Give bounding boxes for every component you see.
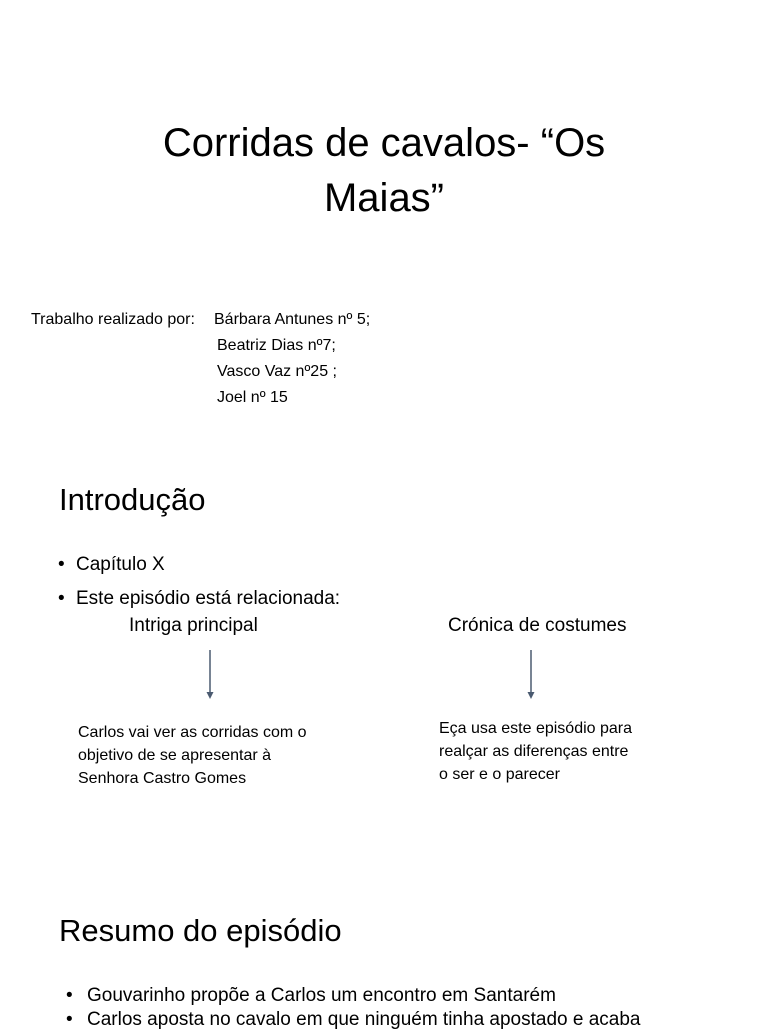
note-line: o ser e o parecer xyxy=(439,766,560,783)
arrow-down-icon xyxy=(527,650,535,700)
bullet-text: Gouvarinho propõe a Carlos um encontro em Santarém xyxy=(87,985,556,1006)
summary-slide xyxy=(0,880,768,1030)
intriga-note xyxy=(78,721,307,790)
bullet-text: Este episódio está relacionada: xyxy=(76,588,341,609)
note-line: realçar as diferenças entre xyxy=(439,743,629,760)
bullet-icon: • xyxy=(66,1009,73,1030)
cronica-heading: Crónica de costumes xyxy=(448,615,627,636)
author-item: Joel nº 15 xyxy=(217,389,288,406)
summary-heading: Resumo do episódio xyxy=(59,913,342,948)
author-item: Bárbara Antunes nº 5; xyxy=(214,311,371,328)
note-line: Eça usa este episódio para xyxy=(439,720,633,737)
credits-label: Trabalho realizado por: xyxy=(31,311,195,328)
cronica-note xyxy=(439,717,632,786)
bullet-text: Capítulo X xyxy=(76,554,165,575)
list-item xyxy=(66,984,641,1008)
intro-heading: Introdução xyxy=(59,482,206,517)
title-line-2: Maias” xyxy=(323,176,445,220)
list-item xyxy=(58,582,340,616)
bullet-text: Carlos aposta no cavalo em que ninguém tinha apostado e acaba xyxy=(87,1009,641,1030)
bullet-icon: • xyxy=(58,554,65,575)
note-line: objetivo de se apresentar à xyxy=(78,747,272,764)
note-line: Senhora Castro Gomes xyxy=(78,770,247,787)
title-line-1: Corridas de cavalos- “Os xyxy=(162,121,606,165)
intro-bullets xyxy=(58,548,340,616)
intriga-heading: Intriga principal xyxy=(129,615,258,636)
author-credits xyxy=(31,307,370,411)
arrow-down-icon xyxy=(206,650,214,700)
list-item xyxy=(58,548,340,582)
note-line: Carlos vai ver as corridas com o xyxy=(78,724,307,741)
author-item: Vasco Vaz nº25 ; xyxy=(217,363,337,380)
list-item xyxy=(66,1008,641,1032)
bullet-icon: • xyxy=(66,985,73,1006)
author-item: Beatriz Dias nº7; xyxy=(217,337,336,354)
title-slide xyxy=(0,0,768,450)
intro-slide xyxy=(0,450,768,890)
bullet-icon: • xyxy=(58,588,65,609)
presentation-title xyxy=(0,116,768,226)
summary-bullets xyxy=(66,984,641,1032)
